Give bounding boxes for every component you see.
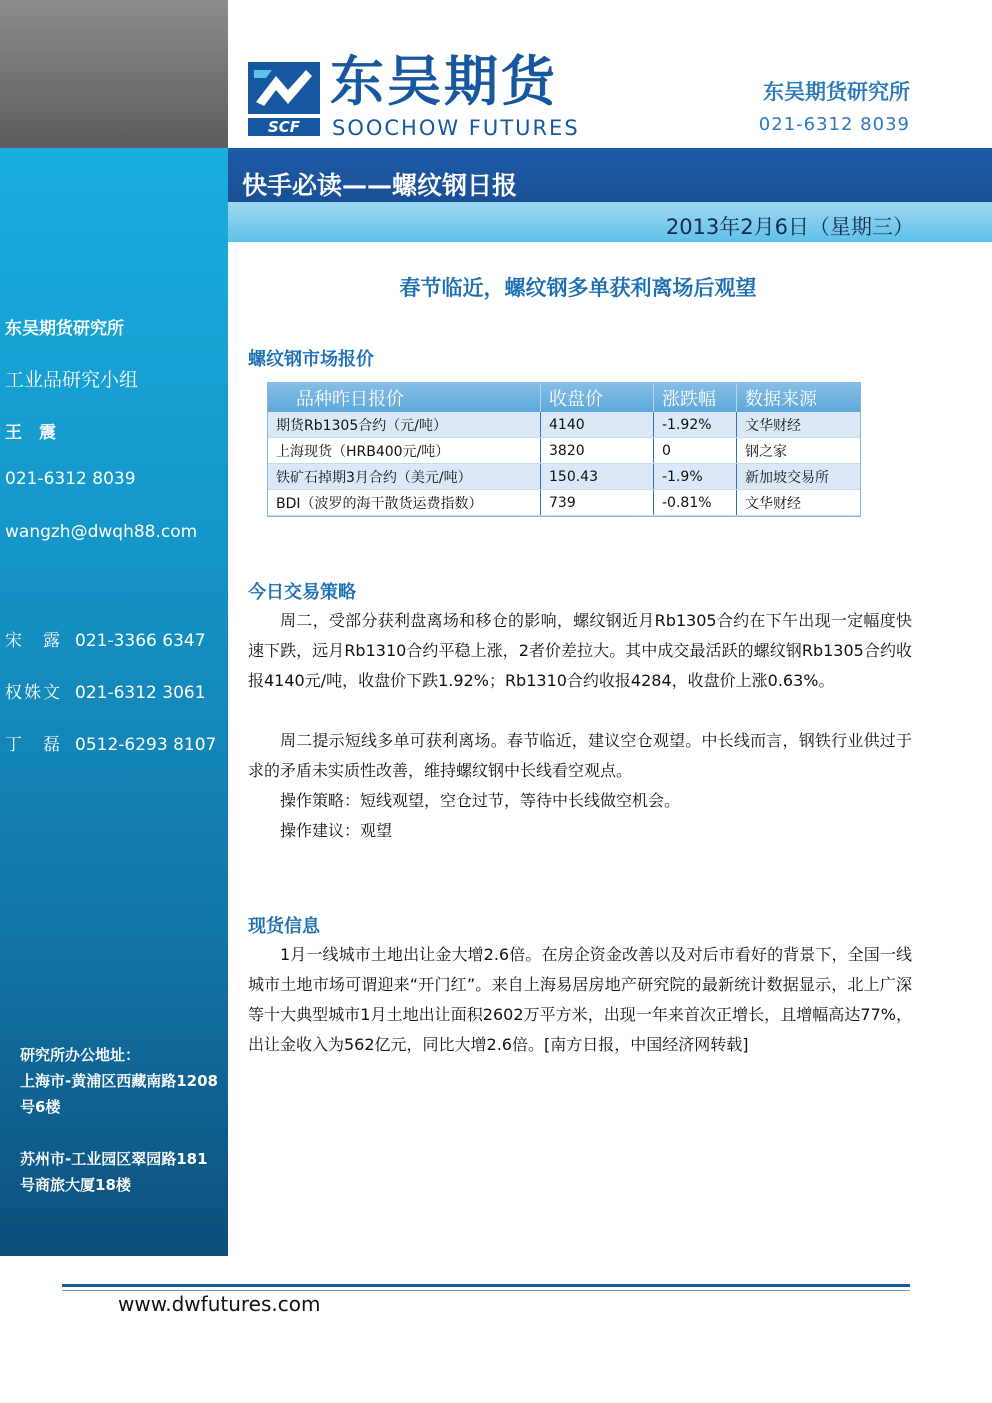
headline: 春节临近，螺纹钢多单获利离场后观望 <box>399 276 757 300</box>
office-label: 研究所办公地址： <box>20 1046 141 1064</box>
sidebar-author-email[interactable]: wangzh@dwqh88.com <box>5 522 198 542</box>
table-cell: 文华财经 <box>737 412 861 438</box>
sidebar-contact: 宋 露 021-3366 6347 <box>5 631 206 651</box>
market-quote-table <box>267 382 861 517</box>
table-cell: 150.43 <box>541 464 654 490</box>
table-row <box>268 490 860 516</box>
sidebar-group: 工业品研究小组 <box>5 369 139 391</box>
scf-logo-icon <box>248 62 320 136</box>
footer-rule-thin <box>62 1290 910 1291</box>
sidebar <box>0 148 228 1256</box>
table-row <box>268 438 860 464</box>
logo-english: SOOCHOW FUTURES <box>332 116 580 140</box>
report-date: 2013年2月6日（星期三） <box>665 215 914 239</box>
table-cell: 上海现货（HRB400元/吨） <box>268 438 541 464</box>
table-cell: 0 <box>654 438 737 464</box>
sidebar-author-phone: 021-6312 8039 <box>5 469 136 489</box>
sidebar-org: 东吴期货研究所 <box>5 319 124 339</box>
sidebar-top-band <box>0 0 228 148</box>
svg-text:SCF: SCF <box>267 118 301 136</box>
table-cell: 新加坡交易所 <box>737 464 861 490</box>
strategy-paragraph: 操作策略：短线观望，空仓过节，等待中长线做空机会。 <box>280 791 681 810</box>
column-header: 品种昨日报价 <box>268 383 541 412</box>
table-row <box>268 412 860 438</box>
institute-phone: 021-6312 8039 <box>758 114 910 135</box>
report-title: 快手必读——螺纹钢日报 <box>242 171 518 200</box>
strategy-paragraph: 操作建议：观望 <box>280 821 393 840</box>
section-title-market: 螺纹钢市场报价 <box>248 349 374 370</box>
logo-wordmark: 东吴期货 <box>330 50 558 113</box>
table-cell: -1.92% <box>654 412 737 438</box>
column-header: 收盘价 <box>541 383 654 412</box>
section-title-spot: 现货信息 <box>248 916 320 937</box>
table-cell: BDI（波罗的海干散货运费指数） <box>268 490 541 516</box>
sidebar-contact: 权姝文 021-6312 3061 <box>5 683 206 703</box>
table-cell: 期货Rb1305合约（元/吨） <box>268 412 541 438</box>
table-cell: 4140 <box>541 412 654 438</box>
institute-name: 东吴期货研究所 <box>763 80 910 104</box>
spot-paragraph: 1月一线城市土地出让金大增2.6倍。在房企资金改善以及对后市看好的背景下，全国一线城市土地市场可谓迎来“开门红”。来自上海易居房地产研究院的最新统计数据显示，北上广深等十大典型城市1月土地出让面积2602万平方米，出现一年来首次正增长，且增幅高达77%，出让金收入为562亿元，同比大增2.6倍。[南方日报，中国经济网转载] <box>248 945 912 1054</box>
table-cell: 钢之家 <box>737 438 861 464</box>
strategy-paragraph: 周二提示短线多单可获利离场。春节临近，建议空仓观望。中长线而言，钢铁行业供过于求的矛盾未实质性改善，维持螺纹钢中长线看空观点。 <box>248 731 912 780</box>
sidebar-contact: 丁 磊 0512-6293 8107 <box>5 735 217 755</box>
column-header: 涨跌幅 <box>654 383 737 412</box>
footer-website-link[interactable]: www.dwfutures.com <box>118 1292 321 1316</box>
table-row <box>268 464 860 490</box>
footer-rule <box>62 1284 910 1287</box>
table-cell: -1.9% <box>654 464 737 490</box>
table-cell: 铁矿石掉期3月合约（美元/吨） <box>268 464 541 490</box>
office-shanghai: 上海市-黄浦区西藏南路1208号6楼 <box>20 1072 218 1116</box>
table-header-row <box>268 383 860 412</box>
strategy-paragraph: 周二，受部分获利盘离场和移仓的影响，螺纹钢近月Rb1305合约在下午出现一定幅度快速下跌，远月Rb1310合约平稳上涨，2者价差拉大。其中成交最活跃的螺纹钢Rb1305合约收报4140元/吨，收盘价下跌1.92%；Rb1310合约收报4284，收盘价上涨0.63%。 <box>248 611 912 690</box>
table-cell: -0.81% <box>654 490 737 516</box>
office-suzhou: 苏州市-工业园区翠园路181号商旅大厦18楼 <box>20 1150 208 1194</box>
column-header: 数据来源 <box>737 383 861 412</box>
table-cell: 739 <box>541 490 654 516</box>
table-cell: 文华财经 <box>737 490 861 516</box>
table-cell: 3820 <box>541 438 654 464</box>
sidebar-author: 王 震 <box>5 423 56 443</box>
section-title-strategy: 今日交易策略 <box>248 582 356 603</box>
